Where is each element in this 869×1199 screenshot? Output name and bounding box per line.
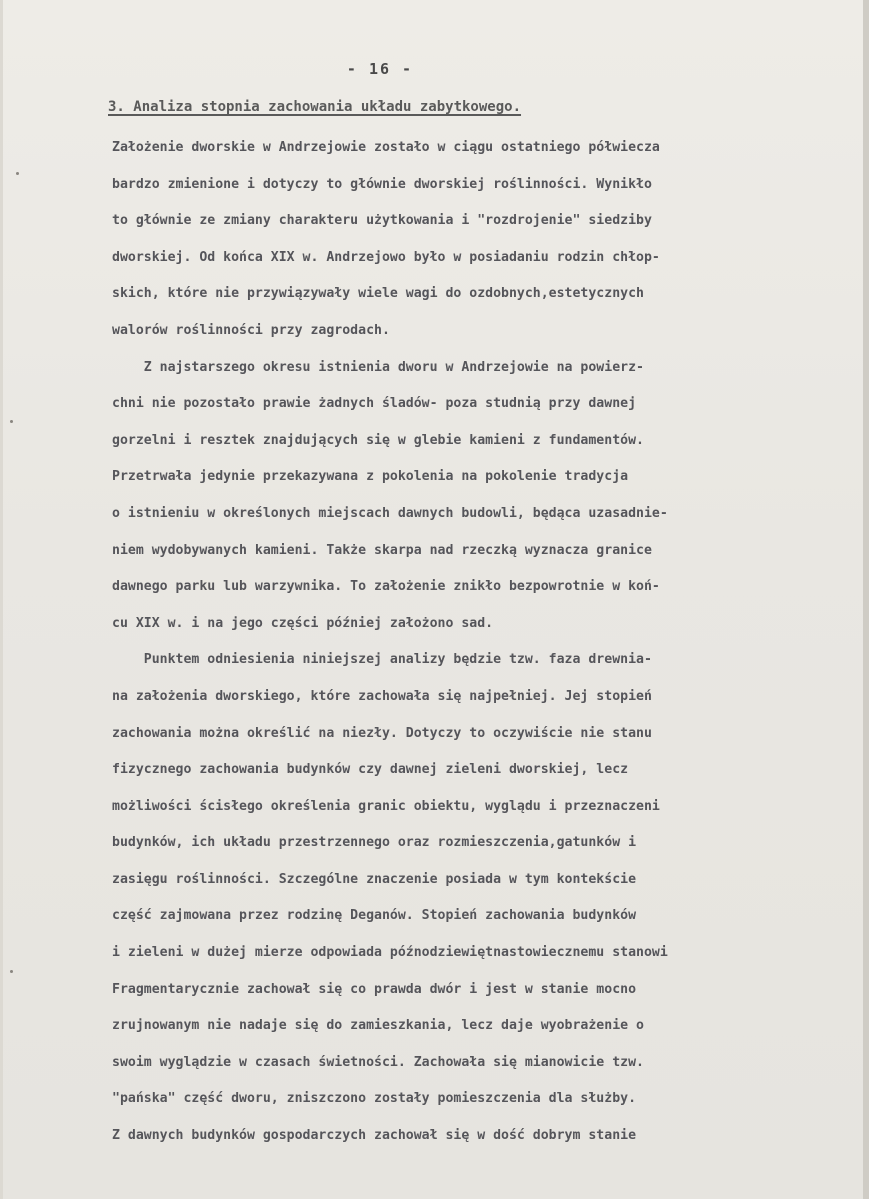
- text-line: fizycznego zachowania budynków czy dawnej zieleni dworskiej, lecz: [112, 762, 629, 778]
- text-line: zasięgu roślinności. Szczególne znaczenie posiada w tym kontekście: [112, 871, 637, 887]
- body-text: [112, 137, 847, 1162]
- text-line: Z dawnych budynków gospodarczych zachował się w dość dobrym stanie: [112, 1128, 637, 1144]
- text-line: Fragmentarycznie zachował się co prawda dwór i jest w stanie mocno: [112, 981, 637, 997]
- punch-mark: [10, 970, 13, 973]
- page-left-edge: [0, 0, 3, 1199]
- text-line: cu XIX w. i na jego części później założono sad.: [112, 615, 494, 631]
- text-line: dworskiej. Od końca XIX w. Andrzejowo było w posiadaniu rodzin chłop-: [112, 249, 660, 265]
- text-line: "pańska" część dworu, zniszczono zostały pomieszczenia dla służby.: [112, 1091, 637, 1107]
- text-line: na założenia dworskiego, które zachowała się najpełniej. Jej stopień: [112, 688, 652, 704]
- text-line: swoim wyglądzie w czasach świetności. Zachowała się mianowicie tzw.: [112, 1054, 644, 1070]
- text-line: Przetrwała jedynie przekazywana z pokolenia na pokolenie tradycja: [112, 469, 629, 485]
- text-line: to głównie ze zmiany charakteru użytkowania i "rozdrojenie" siedziby: [112, 213, 652, 229]
- text-line: gorzelni i resztek znajdujących się w glebie kamieni z fundamentów.: [112, 432, 644, 448]
- page-right-edge: [863, 0, 869, 1199]
- text-line: zrujnowanym nie nadaje się do zamieszkania, lecz daje wyobrażenie o: [112, 1018, 644, 1034]
- text-line: zachowania można określić na niezły. Dotyczy to oczywiście nie stanu: [112, 725, 652, 741]
- text-line: skich, które nie przywiązywały wiele wagi do ozdobnych,estetycznych: [112, 286, 644, 302]
- text-line: Założenie dworskie w Andrzejowie zostało w ciągu ostatniego półwiecza: [112, 140, 660, 155]
- text-line: budynków, ich układu przestrzennego oraz rozmieszczenia,gatunków i: [112, 835, 637, 851]
- punch-mark: [16, 172, 19, 175]
- page-number: - 16 -: [346, 60, 414, 78]
- text-line: chni nie pozostało prawie żadnych śladów- poza studnią przy dawnej: [112, 396, 637, 412]
- section-heading: 3. Analiza stopnia zachowania układu zabytkowego.: [108, 99, 522, 115]
- text-line: możliwości ścisłego określenia granic obiektu, wyglądu i przeznaczeni: [112, 798, 660, 814]
- text-line: część zajmowana przez rodzinę Deganów. Stopień zachowania budynków: [112, 908, 637, 924]
- text-line: Z najstarszego okresu istnienia dworu w Andrzejowie na powierz-: [112, 359, 644, 375]
- text-line: walorów roślinności przy zagrodach.: [112, 322, 390, 338]
- punch-mark: [10, 420, 13, 423]
- text-line: niem wydobywanych kamieni. Także skarpa nad rzeczką wyznacza granice: [112, 542, 652, 558]
- text-line: bardzo zmienione i dotyczy to głównie dworskiej roślinności. Wynikło: [112, 176, 652, 192]
- text-line: o istnieniu w określonych miejscach dawnych budowli, będąca uzasadnie-: [112, 505, 668, 521]
- text-line: dawnego parku lub warzywnika. To założenie znikło bezpowrotnie w koń-: [112, 579, 660, 595]
- text-line: i zieleni w dużej mierze odpowiada późnodziewiętnastowiecznemu stanowi: [112, 945, 668, 961]
- text-line: Punktem odniesienia niniejszej analizy będzie tzw. faza drewnia-: [112, 652, 652, 668]
